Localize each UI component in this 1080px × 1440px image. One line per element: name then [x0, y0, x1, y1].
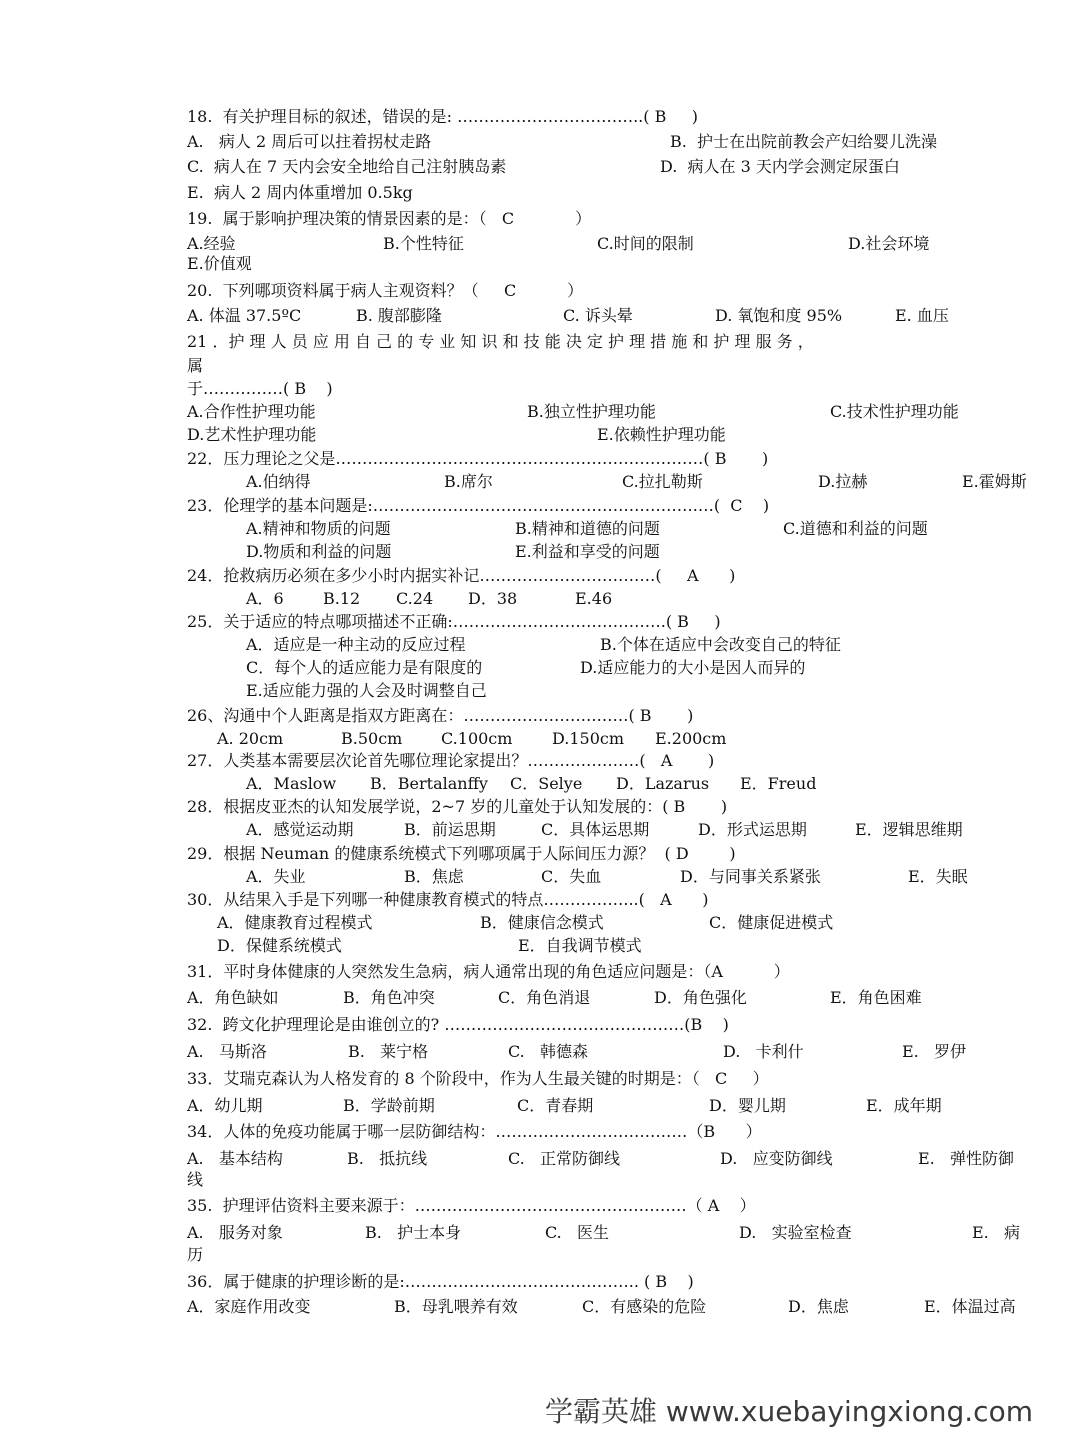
- question-text: 20. 下列哪项资料属于病人主观资料？（ C ）: [187, 281, 584, 300]
- option-c: C．青春期: [517, 1096, 594, 1115]
- question-30: [0, 888, 1080, 912]
- option-e: E.价值观: [187, 254, 252, 273]
- question-text: 25．关于适应的特点哪项描述不正确:………………………………….( B ): [187, 612, 721, 631]
- question-32: [0, 1013, 1080, 1037]
- options-row: [0, 772, 1080, 796]
- option-a: A．适应是一种主动的反应过程: [246, 635, 466, 654]
- option-a: A．幼儿期: [187, 1096, 263, 1115]
- option-a: A．感觉运动期: [246, 820, 354, 839]
- option-e: E.依赖性护理功能: [597, 425, 726, 444]
- option-e: E．逻辑思维期: [855, 820, 963, 839]
- question-text-cont: 属: [187, 356, 204, 375]
- option-a: A. 病人 2 周后可以拄着拐杖走路: [187, 132, 432, 151]
- option-d: D．焦虑: [788, 1297, 849, 1316]
- option-a: A.合作性护理功能: [187, 402, 316, 421]
- option-d: D.150cm: [552, 729, 625, 748]
- options-row: [0, 727, 1080, 751]
- option-d: D．保健系统模式: [217, 936, 342, 955]
- option-c: C.时间的限制: [597, 234, 694, 253]
- option-a: A. 体温 37.5ºC: [187, 306, 302, 325]
- options-row: [0, 470, 1080, 494]
- option-a: A．家庭作用改变: [187, 1297, 311, 1316]
- option-c: C．健康促进模式: [709, 913, 834, 932]
- question-text: 27．人类基本需要层次论首先哪位理论家提出？…………………( A ): [187, 751, 715, 770]
- option-c: C. 正常防御线: [508, 1149, 621, 1168]
- option-b: B. 莱宁格: [348, 1042, 429, 1061]
- option-e: E．自我调节模式: [518, 936, 642, 955]
- options-row: [0, 1094, 1080, 1118]
- question-31: [0, 960, 1080, 984]
- option-b: B.个体在适应中会改变自己的特征: [600, 635, 841, 654]
- option-c: C.技术性护理功能: [830, 402, 959, 421]
- option-e-cont: 历: [187, 1245, 204, 1264]
- option-a: A.精神和物质的问题: [246, 519, 391, 538]
- option-d: D. 病人在 3 天内学会测定尿蛋白: [660, 157, 900, 176]
- option-c: C．有感染的危险: [582, 1297, 707, 1316]
- option-d: D.社会环境: [848, 234, 930, 253]
- question-22: [0, 447, 1080, 471]
- option-b: B．焦虑: [404, 867, 464, 886]
- question-20: [0, 279, 1080, 303]
- option-d: D．38: [468, 589, 518, 608]
- question-28: [0, 795, 1080, 819]
- option-b: B．母乳喂养有效: [394, 1297, 518, 1316]
- option-a: A．6: [246, 589, 284, 608]
- option-d: D. 实验室检查: [739, 1223, 852, 1242]
- question-text: 18. 有关护理目标的叙述，错误的是: ……………………………..( B ): [187, 107, 699, 126]
- options-row-cont: [0, 1168, 1080, 1192]
- option-b: B.个性特征: [383, 234, 464, 253]
- option-b: B. 护士在出院前教会产妇给婴儿洗澡: [670, 132, 938, 151]
- option-e: E. 病: [972, 1223, 1021, 1242]
- option-a: A．失业: [246, 867, 306, 886]
- options-row: [0, 1295, 1080, 1319]
- option-e: E．Freud: [740, 774, 817, 793]
- question-27: [0, 749, 1080, 773]
- options-row: [0, 155, 1080, 179]
- option-a: A. 马斯洛: [187, 1042, 267, 1061]
- option-b: B．前运思期: [404, 820, 496, 839]
- option-e: E．角色困难: [830, 988, 922, 1007]
- option-e: E. 弹性防御: [918, 1149, 1015, 1168]
- option-e: E．成年期: [866, 1096, 942, 1115]
- option-b: B．角色冲突: [343, 988, 435, 1007]
- question-text: 28．根据皮亚杰的认知发展学说，2~7 岁的儿童处于认知发展的：( B ): [187, 797, 728, 816]
- option-e: E.46: [575, 589, 613, 608]
- option-c: C.拉扎勒斯: [622, 472, 703, 491]
- option-d: D．与同事关系紧张: [680, 867, 821, 886]
- option-c: C. 诉头晕: [563, 306, 633, 325]
- options-row: [0, 423, 1080, 447]
- option-d: D. 应变防御线: [720, 1149, 833, 1168]
- option-c: C．失血: [541, 867, 602, 886]
- option-a: A．健康教育过程模式: [217, 913, 373, 932]
- option-a: A．Maslow: [246, 774, 337, 793]
- options-row: [0, 130, 1080, 154]
- site-watermark: 学霸英雄 www.xuebayingxiong.com: [545, 1395, 1033, 1428]
- option-d: D.适应能力的大小是因人而异的: [580, 658, 806, 677]
- option-e-cont: 线: [187, 1170, 204, 1189]
- option-b: B.独立性护理功能: [527, 402, 656, 421]
- option-a: A．角色缺如: [187, 988, 279, 1007]
- question-text: 22．压力理论之父是……………………………………………………………( B ): [187, 449, 769, 468]
- option-e: E．失眠: [908, 867, 968, 886]
- option-b: B. 护士本身: [365, 1223, 462, 1242]
- question-18: [0, 105, 1080, 129]
- option-b: B.精神和道德的问题: [515, 519, 660, 538]
- question-text: 21 ．护 理 人 员 应 用 自 己 的 专 业 知 识 和 技 能 决 定 护 理 措 施 和 护 理 服 务 ，: [187, 332, 814, 351]
- question-35: [0, 1194, 1080, 1218]
- question-text-cont: 于……………( B ): [187, 379, 333, 398]
- option-c: C．角色消退: [498, 988, 591, 1007]
- option-d: D.艺术性护理功能: [187, 425, 317, 444]
- options-row: [0, 818, 1080, 842]
- option-a: A. 20cm: [217, 729, 284, 748]
- options-row-cont: [0, 1243, 1080, 1267]
- option-c: C. 病人在 7 天内会安全地给自己注射胰岛素: [187, 157, 507, 176]
- question-text: 31．平时身体健康的人突然发生急病，病人通常出现的角色适应问题是：（A ）: [187, 962, 790, 981]
- option-d: D．形式运思期: [698, 820, 807, 839]
- question-text: 23．伦理学的基本问题是:…………………………………………………….…( C ): [187, 496, 770, 515]
- options-row: [0, 656, 1080, 680]
- option-a: A. 基本结构: [187, 1149, 283, 1168]
- options-row: [0, 679, 1080, 703]
- options-row: [0, 181, 1080, 205]
- question-26: [0, 704, 1080, 728]
- option-b: B．学龄前期: [343, 1096, 435, 1115]
- option-e: E. 罗伊: [902, 1042, 967, 1061]
- option-c: C.24: [396, 589, 434, 608]
- option-c: C.道德和利益的问题: [783, 519, 928, 538]
- question-19: [0, 207, 1080, 231]
- question-text: 35. 护理评估资料主要来源于：……………………………………………（ A ）: [187, 1196, 756, 1215]
- option-b: B．Bertalanffy: [370, 774, 488, 793]
- question-text: 26、沟通中个人距离是指双方距离在：…………………….……( B ): [187, 706, 694, 725]
- options-row: [0, 252, 1080, 276]
- question-25: [0, 610, 1080, 634]
- option-b: B.席尔: [444, 472, 493, 491]
- option-c: C．Selye: [510, 774, 583, 793]
- option-a: A. 服务对象: [187, 1223, 283, 1242]
- option-b: B．健康信念模式: [480, 913, 604, 932]
- question-29: [0, 842, 1080, 866]
- option-b: B.12: [323, 589, 361, 608]
- question-text: 36．属于健康的护理诊断的是:…………………………………….. ( B ): [187, 1272, 694, 1291]
- option-e: E.适应能力强的人会及时调整自己: [246, 681, 487, 700]
- options-row: [0, 1221, 1080, 1245]
- option-e: E. 病人 2 周内体重增加 0.5kg: [187, 183, 413, 202]
- question-text: 24．抢救病历必须在多少小时内据实补记……………………………( A ): [187, 566, 736, 585]
- option-b: B.50cm: [341, 729, 403, 748]
- option-d: D.物质和利益的问题: [246, 542, 392, 561]
- options-row: [0, 400, 1080, 424]
- question-text: 30．从结果入手是下列哪一种健康教育模式的特点……………...( A ): [187, 890, 709, 909]
- question-text: 19. 属于影响护理决策的情景因素的是：（ C ）: [187, 209, 592, 228]
- options-row: [0, 517, 1080, 541]
- options-row: [0, 986, 1080, 1010]
- option-a: A.伯纳得: [246, 472, 311, 491]
- option-e: E．体温过高: [924, 1297, 1016, 1316]
- options-row: [0, 633, 1080, 657]
- option-e: E.200cm: [655, 729, 727, 748]
- option-c: C. 医生: [545, 1223, 610, 1242]
- question-text: 33．艾瑞克森认为人格发育的 8 个阶段中，作为人生最关键的时期是：（ C ）: [187, 1069, 769, 1088]
- question-24: [0, 564, 1080, 588]
- question-36: [0, 1270, 1080, 1294]
- option-d: D.拉赫: [818, 472, 868, 491]
- question-21-cont: [0, 377, 1080, 401]
- question-text: 34．人体的免疫功能属于哪一层防御结构：………………………………（B ）: [187, 1122, 762, 1141]
- option-d: D. 氧饱和度 95%: [715, 306, 843, 325]
- question-text: 32. 跨文化护理理论是由谁创立的? ………………………………………(B ): [187, 1015, 729, 1034]
- question-21: [0, 330, 1080, 354]
- option-c: C．每个人的适应能力是有限度的: [246, 658, 483, 677]
- question-21-cont: [0, 354, 1080, 378]
- options-row: [0, 865, 1080, 889]
- options-row: [0, 911, 1080, 935]
- option-a: A.经验: [187, 234, 236, 253]
- option-e: E.利益和享受的问题: [515, 542, 660, 561]
- options-row: [0, 540, 1080, 564]
- option-b: B. 腹部膨隆: [356, 306, 442, 325]
- question-23: [0, 494, 1080, 518]
- option-d: D．婴儿期: [709, 1096, 786, 1115]
- option-e: E. 血压: [895, 306, 949, 325]
- option-c: C．具体运思期: [541, 820, 650, 839]
- options-row: [0, 934, 1080, 958]
- question-33: [0, 1067, 1080, 1091]
- option-b: B. 抵抗线: [347, 1149, 428, 1168]
- option-c: C. 韩德森: [508, 1042, 589, 1061]
- option-d: D．Lazarus: [616, 774, 710, 793]
- options-row: [0, 1040, 1080, 1064]
- option-d: D. 卡利什: [723, 1042, 804, 1061]
- options-row: [0, 587, 1080, 611]
- option-d: D．角色强化: [654, 988, 747, 1007]
- option-e: E.霍姆斯: [962, 472, 1027, 491]
- question-34: [0, 1120, 1080, 1144]
- option-c: C.100cm: [441, 729, 513, 748]
- question-text: 29．根据 Neuman 的健康系统模式下列哪项属于人际间压力源？ ( D ): [187, 844, 736, 863]
- options-row: [0, 304, 1080, 328]
